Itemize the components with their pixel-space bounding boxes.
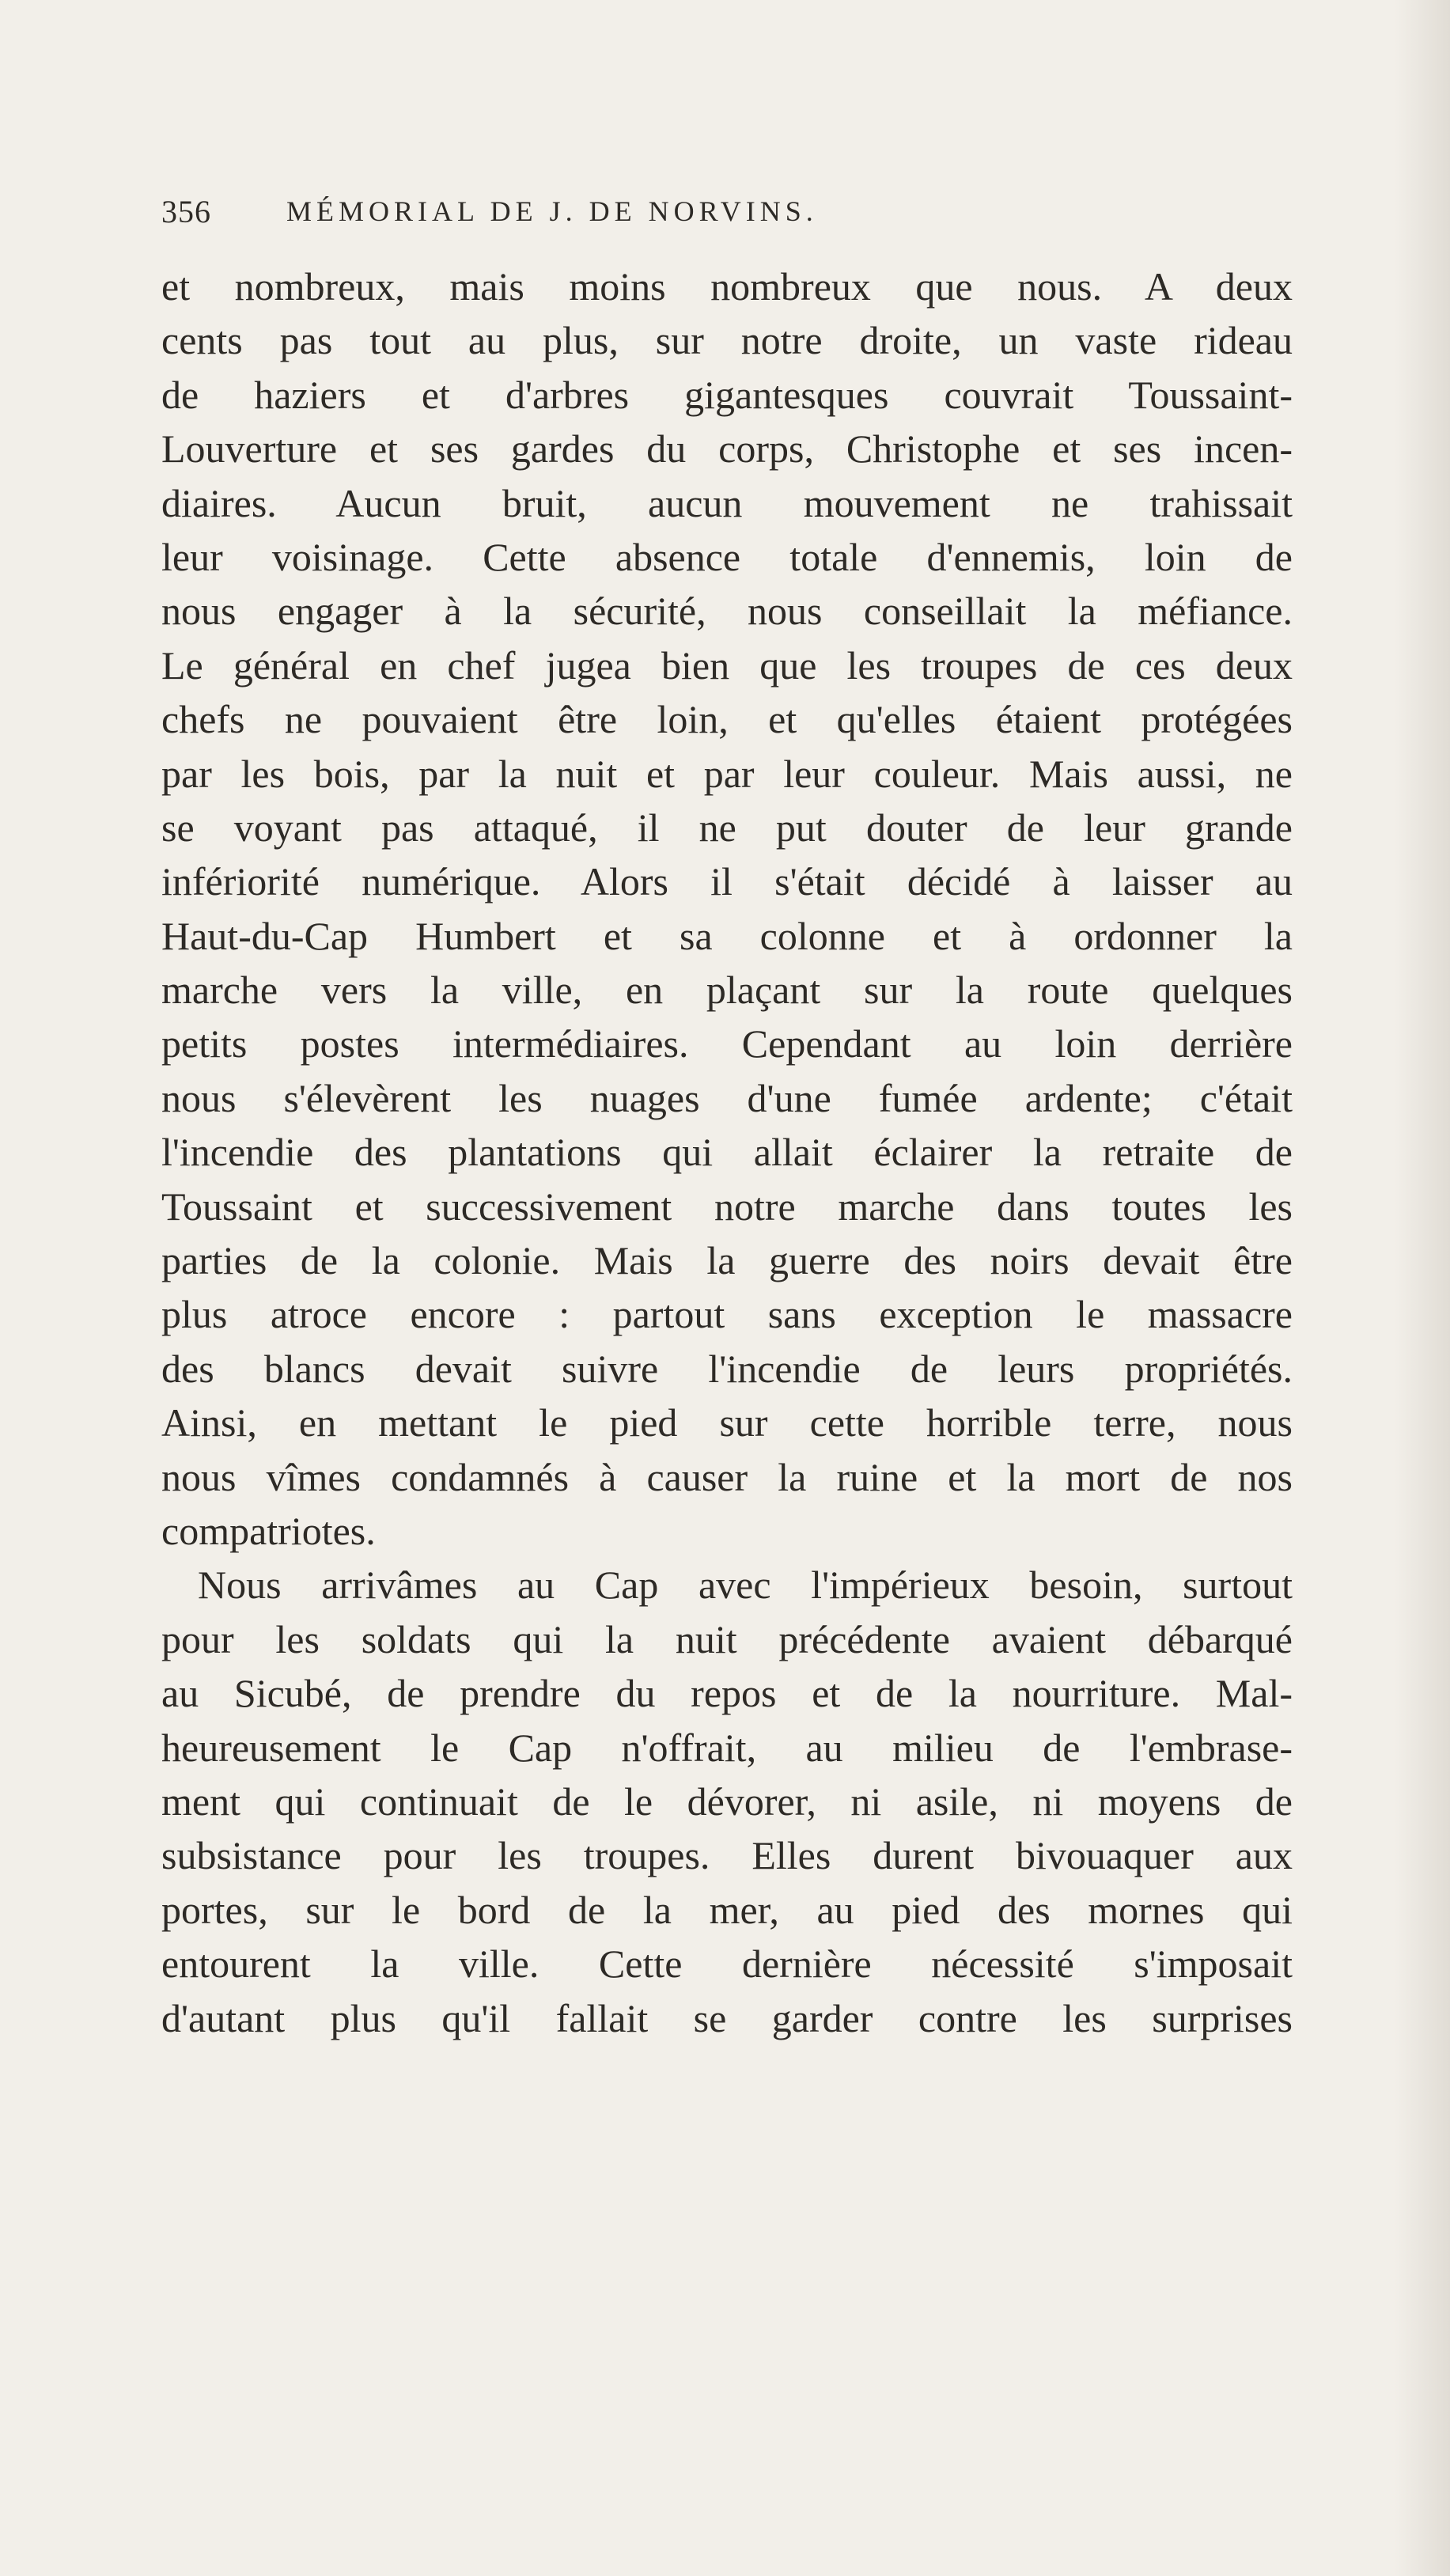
text-line: nous engager à la sécurité, nous conseillait la méfiance. — [161, 589, 1293, 634]
text-line: plus atroce encore : partout sans exception le massacre — [161, 1292, 1293, 1337]
text-line: entourent la ville. Cette dernière nécessité s'imposait — [161, 1941, 1293, 1987]
text-line: ment qui continuait de le dévorer, ni asile, ni moyens de — [161, 1779, 1293, 1824]
text-line: compatriotes. — [161, 1508, 376, 1553]
text-line: l'incendie des plantations qui allait éclairer la retraite de — [161, 1130, 1293, 1175]
text-line: au Sicubé, de prendre du repos et de la nourriture. Mal- — [161, 1671, 1293, 1716]
text-line: infériorité numérique. Alors il s'était décidé à laisser au — [161, 859, 1293, 904]
text-line: Toussaint et successivement notre marche dans toutes les — [161, 1184, 1293, 1229]
text-line: Le général en chef jugea bien que les troupes de ces deux — [161, 642, 1293, 688]
text-line: chefs ne pouvaient être loin, et qu'elles étaient protégées — [161, 697, 1293, 742]
page-number: 356 — [161, 194, 211, 229]
text-line: et nombreux, mais moins nombreux que nous. A deux — [161, 264, 1293, 309]
text-line: diaires. Aucun bruit, aucun mouvement ne trahissait — [161, 480, 1293, 525]
text-line: des blancs devait suivre l'incendie de leurs propriétés. — [161, 1346, 1293, 1391]
text-line: par les bois, par la nuit et par leur couleur. Mais aussi, ne — [161, 751, 1293, 796]
text-line: cents pas tout au plus, sur notre droite, un vaste rideau — [161, 318, 1293, 363]
page-edge-shadow — [1395, 0, 1450, 2576]
text-line: Nous arrivâmes au Cap avec l'impérieux besoin, surtout — [198, 1563, 1293, 1608]
paragraph-2 — [161, 1558, 1293, 2045]
text-line: petits postes intermédiaires. Cependant au loin derrière — [161, 1021, 1293, 1066]
running-head — [161, 193, 1293, 241]
running-head-title: MÉMORIAL DE J. DE NORVINS. — [286, 195, 818, 227]
text-line: nous vîmes condamnés à causer la ruine et la mort de nos — [161, 1454, 1293, 1499]
text-line: pour les soldats qui la nuit précédente avaient débarqué — [161, 1616, 1293, 1661]
text-line: portes, sur le bord de la mer, au pied des mornes qui — [161, 1887, 1293, 1932]
text-line: d'autant plus qu'il fallait se garder contre les surprises — [161, 1995, 1293, 2040]
text-line: subsistance pour les troupes. Elles durent bivouaquer aux — [161, 1833, 1293, 1878]
paragraph-1 — [161, 259, 1293, 1558]
text-line: leur voisinage. Cette absence totale d'ennemis, loin de — [161, 534, 1293, 579]
text-line: Ainsi, en mettant le pied sur cette horrible terre, nous — [161, 1400, 1293, 1445]
text-line: heureusement le Cap n'offrait, au milieu de l'embrase- — [161, 1725, 1293, 1770]
text-line: parties de la colonie. Mais la guerre des noirs devait être — [161, 1238, 1293, 1283]
text-line: marche vers la ville, en plaçant sur la route quelques — [161, 968, 1293, 1013]
text-line: Louverture et ses gardes du corps, Christophe et ses incen- — [161, 426, 1293, 472]
body-text — [161, 259, 1293, 2045]
text-line: Haut-du-Cap Humbert et sa colonne et à ordonner la — [161, 913, 1293, 958]
text-line: nous s'élevèrent les nuages d'une fumée ardente; c'était — [161, 1075, 1293, 1120]
text-line: se voyant pas attaqué, il ne put douter de leur grande — [161, 805, 1293, 850]
text-line: de haziers et d'arbres gigantesques couvrait Toussaint- — [161, 372, 1293, 417]
